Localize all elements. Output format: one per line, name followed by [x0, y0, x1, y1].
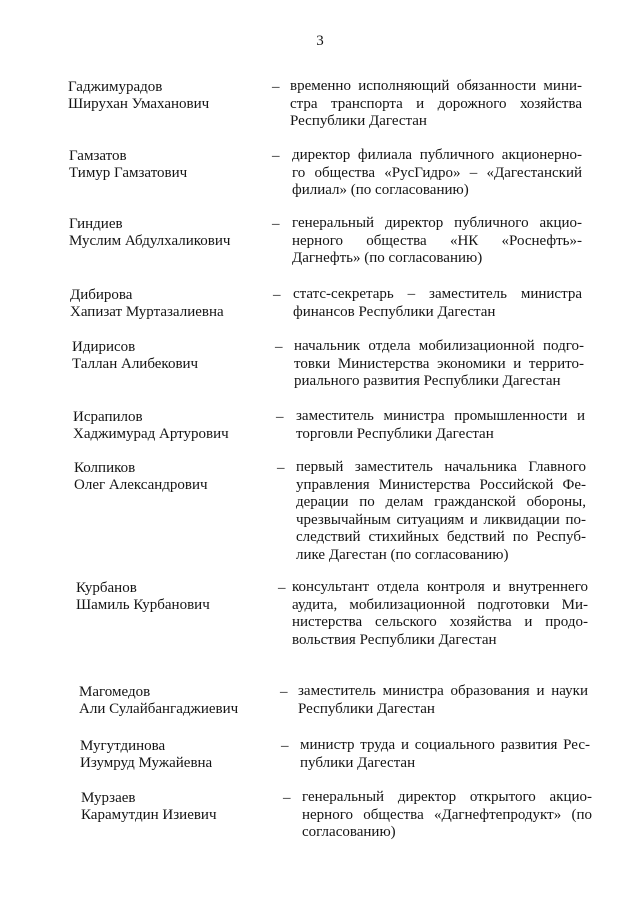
position-line: Республики Дагестан: [290, 113, 427, 130]
dash-separator: –: [278, 580, 286, 596]
member-name: [68, 79, 209, 113]
member-surname: Колпиков: [74, 460, 136, 476]
dash-separator: –: [273, 287, 281, 303]
position-line: чрезвычайным ситуациям и ликвидации по-: [296, 511, 586, 528]
member-given-names: Хаджимурад Артурович: [73, 426, 229, 442]
position-line: заместитель министра образования и науки: [298, 683, 588, 699]
position-line: управления Министерства Российской Фе-: [296, 476, 586, 493]
member-given-names: Шамиль Курбанович: [76, 597, 210, 613]
member-name: [69, 216, 230, 250]
position-line: согласованию): [302, 824, 396, 841]
member-given-names: Карамутдин Изиевич: [81, 807, 217, 823]
member-position: [292, 215, 582, 268]
member-position: [300, 737, 590, 772]
dash-separator: –: [283, 790, 291, 806]
member-name: [76, 580, 210, 614]
position-line: генеральный директор публичного акцио-: [292, 215, 582, 231]
member-given-names: Муслим Абдулхаликович: [69, 233, 231, 249]
member-given-names: Тимур Гамзатович: [69, 165, 188, 181]
member-given-names: Олег Александрович: [74, 477, 208, 493]
member-position: [296, 459, 586, 565]
member-surname: Исрапилов: [73, 409, 143, 425]
position-line: генеральный директор открытого акцио-: [302, 789, 592, 805]
page-number: 3: [316, 33, 324, 49]
position-line: стра транспорта и дорожного хозяйства: [290, 95, 582, 112]
member-name: [81, 790, 217, 824]
dash-separator: –: [275, 339, 283, 355]
member-name: [69, 148, 187, 182]
member-position: [296, 408, 585, 443]
dash-separator: –: [276, 409, 284, 425]
member-surname: Дибирова: [70, 287, 133, 303]
position-line: нерного общества «Дагнефтепродукт» (по: [302, 806, 592, 823]
member-name: [74, 460, 208, 494]
position-line: лике Дагестан (по согласованию): [296, 546, 509, 563]
member-name: [73, 409, 229, 443]
position-line: директор филиала публичного акционерно-: [292, 147, 582, 163]
member-position: [302, 789, 592, 842]
member-given-names: Изумруд Мужайевна: [80, 755, 213, 771]
member-position: [292, 147, 582, 200]
position-line: Республики Дагестан: [298, 700, 435, 717]
member-surname: Гаджимурадов: [68, 79, 163, 95]
member-surname: Идирисов: [72, 339, 136, 355]
dash-separator: –: [272, 148, 280, 164]
member-given-names: Али Сулайбангаджиевич: [79, 701, 239, 717]
member-surname: Магомедов: [79, 684, 151, 700]
member-position: [292, 579, 588, 649]
position-line: следствий стихийных бедствий по Респуб-: [296, 529, 586, 546]
position-line: дерации по делам гражданской обороны,: [296, 494, 586, 511]
dash-separator: –: [272, 79, 280, 95]
member-position: [298, 683, 588, 718]
position-line: аудита, мобилизационной подготовки Ми-: [292, 596, 588, 613]
position-line: временно исполняющий обязанности мини-: [290, 78, 582, 94]
position-line: публики Дагестан: [300, 754, 416, 771]
member-surname: Гамзатов: [69, 148, 127, 164]
dash-separator: –: [272, 216, 280, 232]
member-surname: Гиндиев: [69, 216, 123, 232]
position-line: нерного общества «НК «Роснефть»-: [292, 232, 582, 249]
dash-separator: –: [277, 460, 285, 476]
position-line: начальник отдела мобилизационной подго-: [294, 338, 584, 354]
member-given-names: Хапизат Муртазалиевна: [70, 304, 224, 320]
position-line: риального развития Республики Дагестан: [294, 373, 561, 390]
member-surname: Мугутдинова: [80, 738, 166, 754]
member-name: [79, 684, 238, 718]
position-line: Дагнефть» (по согласованию): [292, 250, 483, 267]
position-line: министр труда и социального развития Рес-: [300, 737, 590, 753]
member-position: [290, 78, 582, 131]
member-name: [80, 738, 212, 772]
position-line: статс-секретарь – заместитель министра: [293, 286, 582, 302]
member-given-names: Таллан Алибекович: [72, 356, 199, 372]
member-name: [72, 339, 198, 373]
dash-separator: –: [281, 738, 289, 754]
position-line: товки Министерства экономики и террито-: [294, 355, 584, 372]
dash-separator: –: [280, 684, 288, 700]
position-line: первый заместитель начальника Главного: [296, 459, 586, 475]
position-line: филиал» (по согласованию): [292, 182, 469, 199]
member-surname: Курбанов: [76, 580, 137, 596]
position-line: финансов Республики Дагестан: [293, 303, 496, 320]
position-line: нистерства сельского хозяйства и продо-: [292, 614, 588, 631]
member-given-names: Ширухан Умаханович: [68, 96, 210, 112]
member-name: [70, 287, 224, 321]
member-surname: Мурзаев: [81, 790, 136, 806]
position-line: консультант отдела контроля и внутреннего: [292, 579, 588, 595]
position-line: торговли Республики Дагестан: [296, 425, 494, 442]
member-position: [294, 338, 584, 391]
position-line: заместитель министра промышленности и: [296, 408, 585, 424]
member-position: [293, 286, 582, 321]
position-line: го общества «РусГидро» – «Дагестанский: [292, 164, 582, 181]
position-line: вольствия Республики Дагестан: [292, 631, 497, 648]
